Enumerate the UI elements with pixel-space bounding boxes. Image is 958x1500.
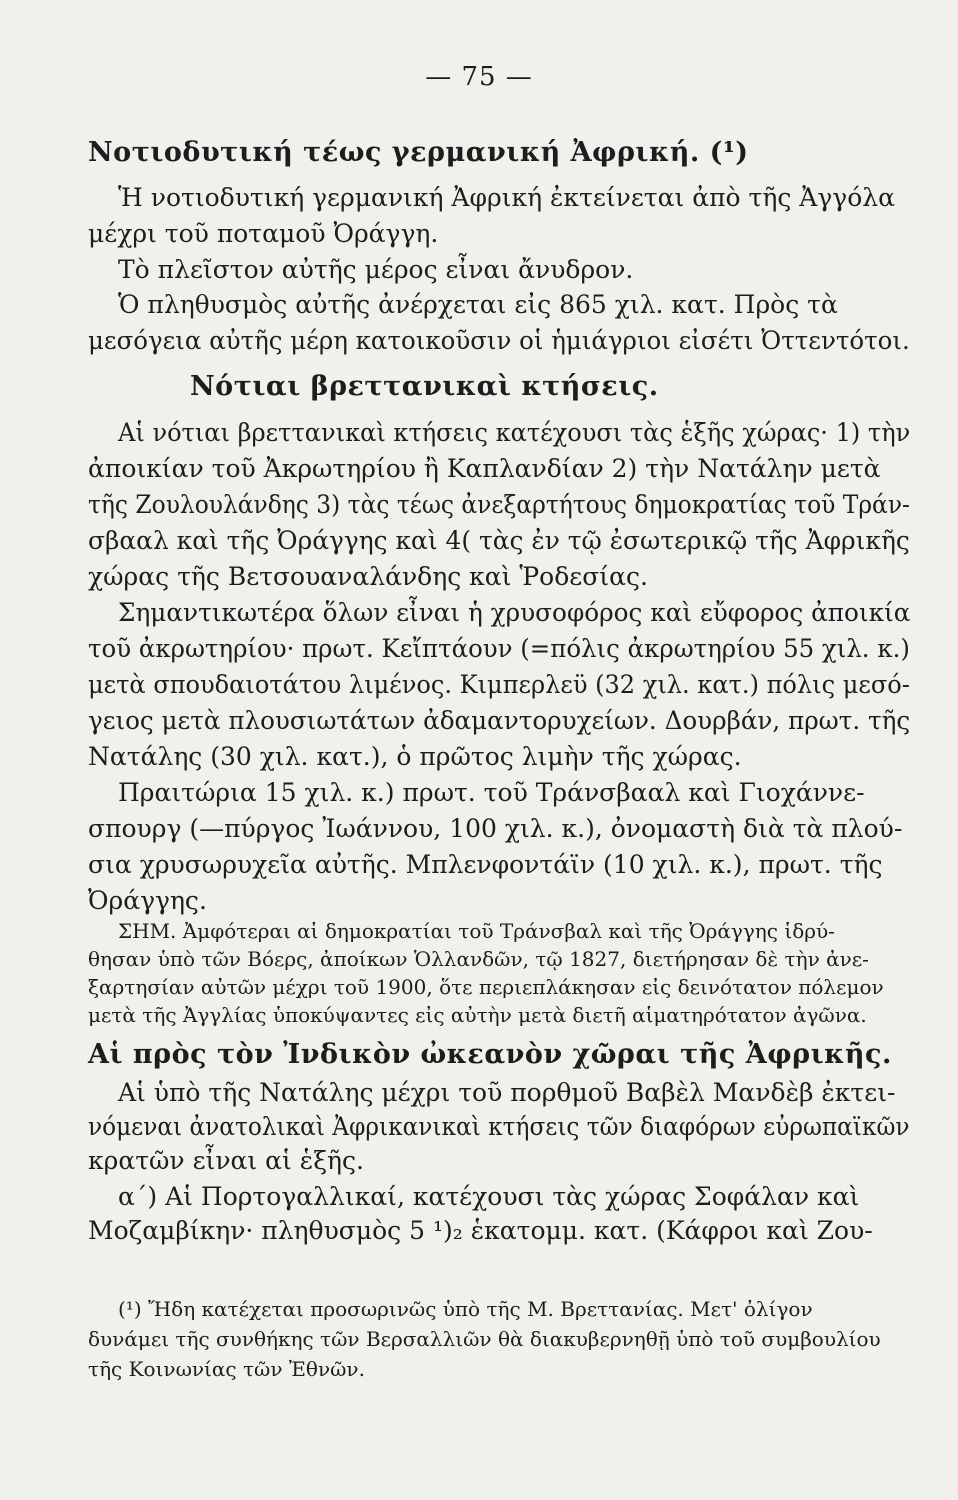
text-line: ἀποικίαν τοῦ Ἀκρωτηρίου ἢ Καπλανδίαν 2) τὴν Νατάλην μετὰ — [88, 454, 881, 483]
text-line: Ἡ νοτιοδυτική γερμανική Ἀφρική ἐκτείνεται ἀπὸ τῆς Ἀγγόλα — [118, 183, 896, 212]
footnote-line: (¹) Ἤδη κατέχεται προσωρινῶς ὑπὸ τῆς Μ. Βρεττανίας. Μετ' ὀλίγον — [118, 1297, 813, 1321]
note-line: μετὰ τῆς Ἀγγλίας ὑποκύψαντες εἰς αὐτὴν μετὰ διετῆ αἱματηρότατον ἀγῶνα. — [88, 1003, 867, 1027]
text-line: νόμεναι ἀνατολικαὶ Ἀφρικανικαὶ κτήσεις τῶν διαφόρων εὐρωπαϊκῶν — [88, 1112, 910, 1141]
text-line: τοῦ ἀκρωτηρίου· πρωτ. Κεἴπτάουν (=πόλις ἀκρωτηρίου 55 χιλ. κ.) — [88, 634, 910, 663]
text-line: γειος μετὰ πλουσιωτάτων ἀδαμαντορυχείων. Δουρβάν, πρωτ. τῆς — [88, 706, 911, 735]
text-line: Αἱ ὑπὸ τῆς Νατάλης μέχρι τοῦ πορθμοῦ Βαβὲλ Μανδὲβ ἐκτει- — [118, 1078, 896, 1107]
text-line: σια χρυσωρυχεῖα αὐτῆς. Μπλενφοντάϊν (10 χιλ. κ.), πρωτ. τῆς — [88, 850, 883, 879]
text-line: μετὰ σπουδαιοτάτου λιμένος. Κιμπερλεϋ (32 χιλ. κατ.) πόλις μεσό- — [88, 670, 910, 699]
section-heading-southwest-africa: Νοτιοδυτική τέως γερμανική Ἀφρική. (¹) — [88, 137, 749, 168]
text-line: Μοζαμβίκην· πληθυσμὸς 5 ¹)₂ ἑκατομμ. κατ. (Κάφροι καὶ Ζου- — [88, 1216, 873, 1245]
footnote-line: δυνάμει τῆς συνθήκης τῶν Βερσαλλιῶν θὰ διακυβερνηθῇ ὑπὸ τοῦ συμβουλίου — [88, 1327, 881, 1351]
text-line: τῆς Ζουλουλάνδης 3) τὰς τέως ἀνεξαρτήτους δημοκρατίας τοῦ Τράν- — [88, 490, 910, 519]
text-line: Σημαντικωτέρα ὅλων εἶναι ἡ χρυσοφόρος καὶ εὔφορος ἀποικία — [118, 598, 911, 627]
text-line: Νατάλης (30 χιλ. κατ.), ὁ πρῶτος λιμὴν τῆς χώρας. — [88, 742, 742, 771]
note-line: ΣΗΜ. Ἀμφότεραι αἱ δημοκρατίαι τοῦ Τράνσβαλ καὶ τῆς Ὀράγγης ἱδρύ- — [118, 919, 835, 943]
text-line: α΄) Αἱ Πορτογαλλικαί, κατέχουσι τὰς χώρας Σοφάλαν καὶ — [118, 1182, 860, 1211]
text-line: μέχρι τοῦ ποταμοῦ Ὀράγγη. — [88, 219, 439, 248]
page-number: — 75 — — [425, 62, 533, 92]
text-line: κρατῶν εἶναι αἱ ἑξῆς. — [88, 1146, 364, 1175]
footnote-line: τῆς Κοινωνίας τῶν Ἐθνῶν. — [88, 1357, 365, 1381]
text-line: Πραιτώρια 15 χιλ. κ.) πρωτ. τοῦ Τράνσβααλ καὶ Γιοχάννε- — [118, 778, 865, 807]
note-line: θησαν ὑπὸ τῶν Βόερς, ἀποίκων Ὁλλανδῶν, τῷ 1827, διετήρησαν δὲ τὴν ἀνε- — [88, 947, 869, 971]
text-line: Αἱ νότιαι βρεττανικαὶ κτήσεις κατέχουσι τὰς ἑξῆς χώρας· 1) τὴν — [118, 418, 911, 447]
text-line: σβααλ καὶ τῆς Ὀράγγης καὶ 4( τὰς ἐν τῷ ἐσωτερικῷ τῆς Ἀφρικῆς — [88, 526, 910, 555]
note-line: ξαρτησίαν αὐτῶν μέχρι τοῦ 1900, ὅτε περιεπλάκησαν εἰς δεινότατον πόλεμον — [88, 975, 884, 999]
section-heading-indian-ocean: Αἱ πρὸς τὸν Ἰνδικὸν ὠκεανὸν χῶραι τῆς Ἀφρικῆς. — [88, 1039, 892, 1070]
text-line: μεσόγεια αὐτῆς μέρη κατοικοῦσιν οἱ ἡμιάγριοι εἰσέτι Ὀττεντότοι. — [88, 326, 910, 355]
text-line: σπουργ (—πύργος Ἰωάννου, 100 χιλ. κ.), ὀνομαστὴ διὰ τὰ πλού- — [88, 814, 903, 843]
text-line: Τὸ πλεῖστον αὐτῆς μέρος εἶναι ἄνυδρον. — [118, 255, 634, 284]
text-line: Ὁ πληθυσμὸς αὐτῆς ἀνέρχεται εἰς 865 χιλ. κατ. Πρὸς τὰ — [118, 290, 838, 319]
text-line: Ὀράγγης. — [88, 886, 207, 915]
text-line: χώρας τῆς Βετσουαναλάνδης καὶ Ῥοδεσίας. — [88, 562, 648, 591]
section-heading-south-british: Νότιαι βρεττανικαὶ κτήσεις. — [190, 371, 659, 402]
